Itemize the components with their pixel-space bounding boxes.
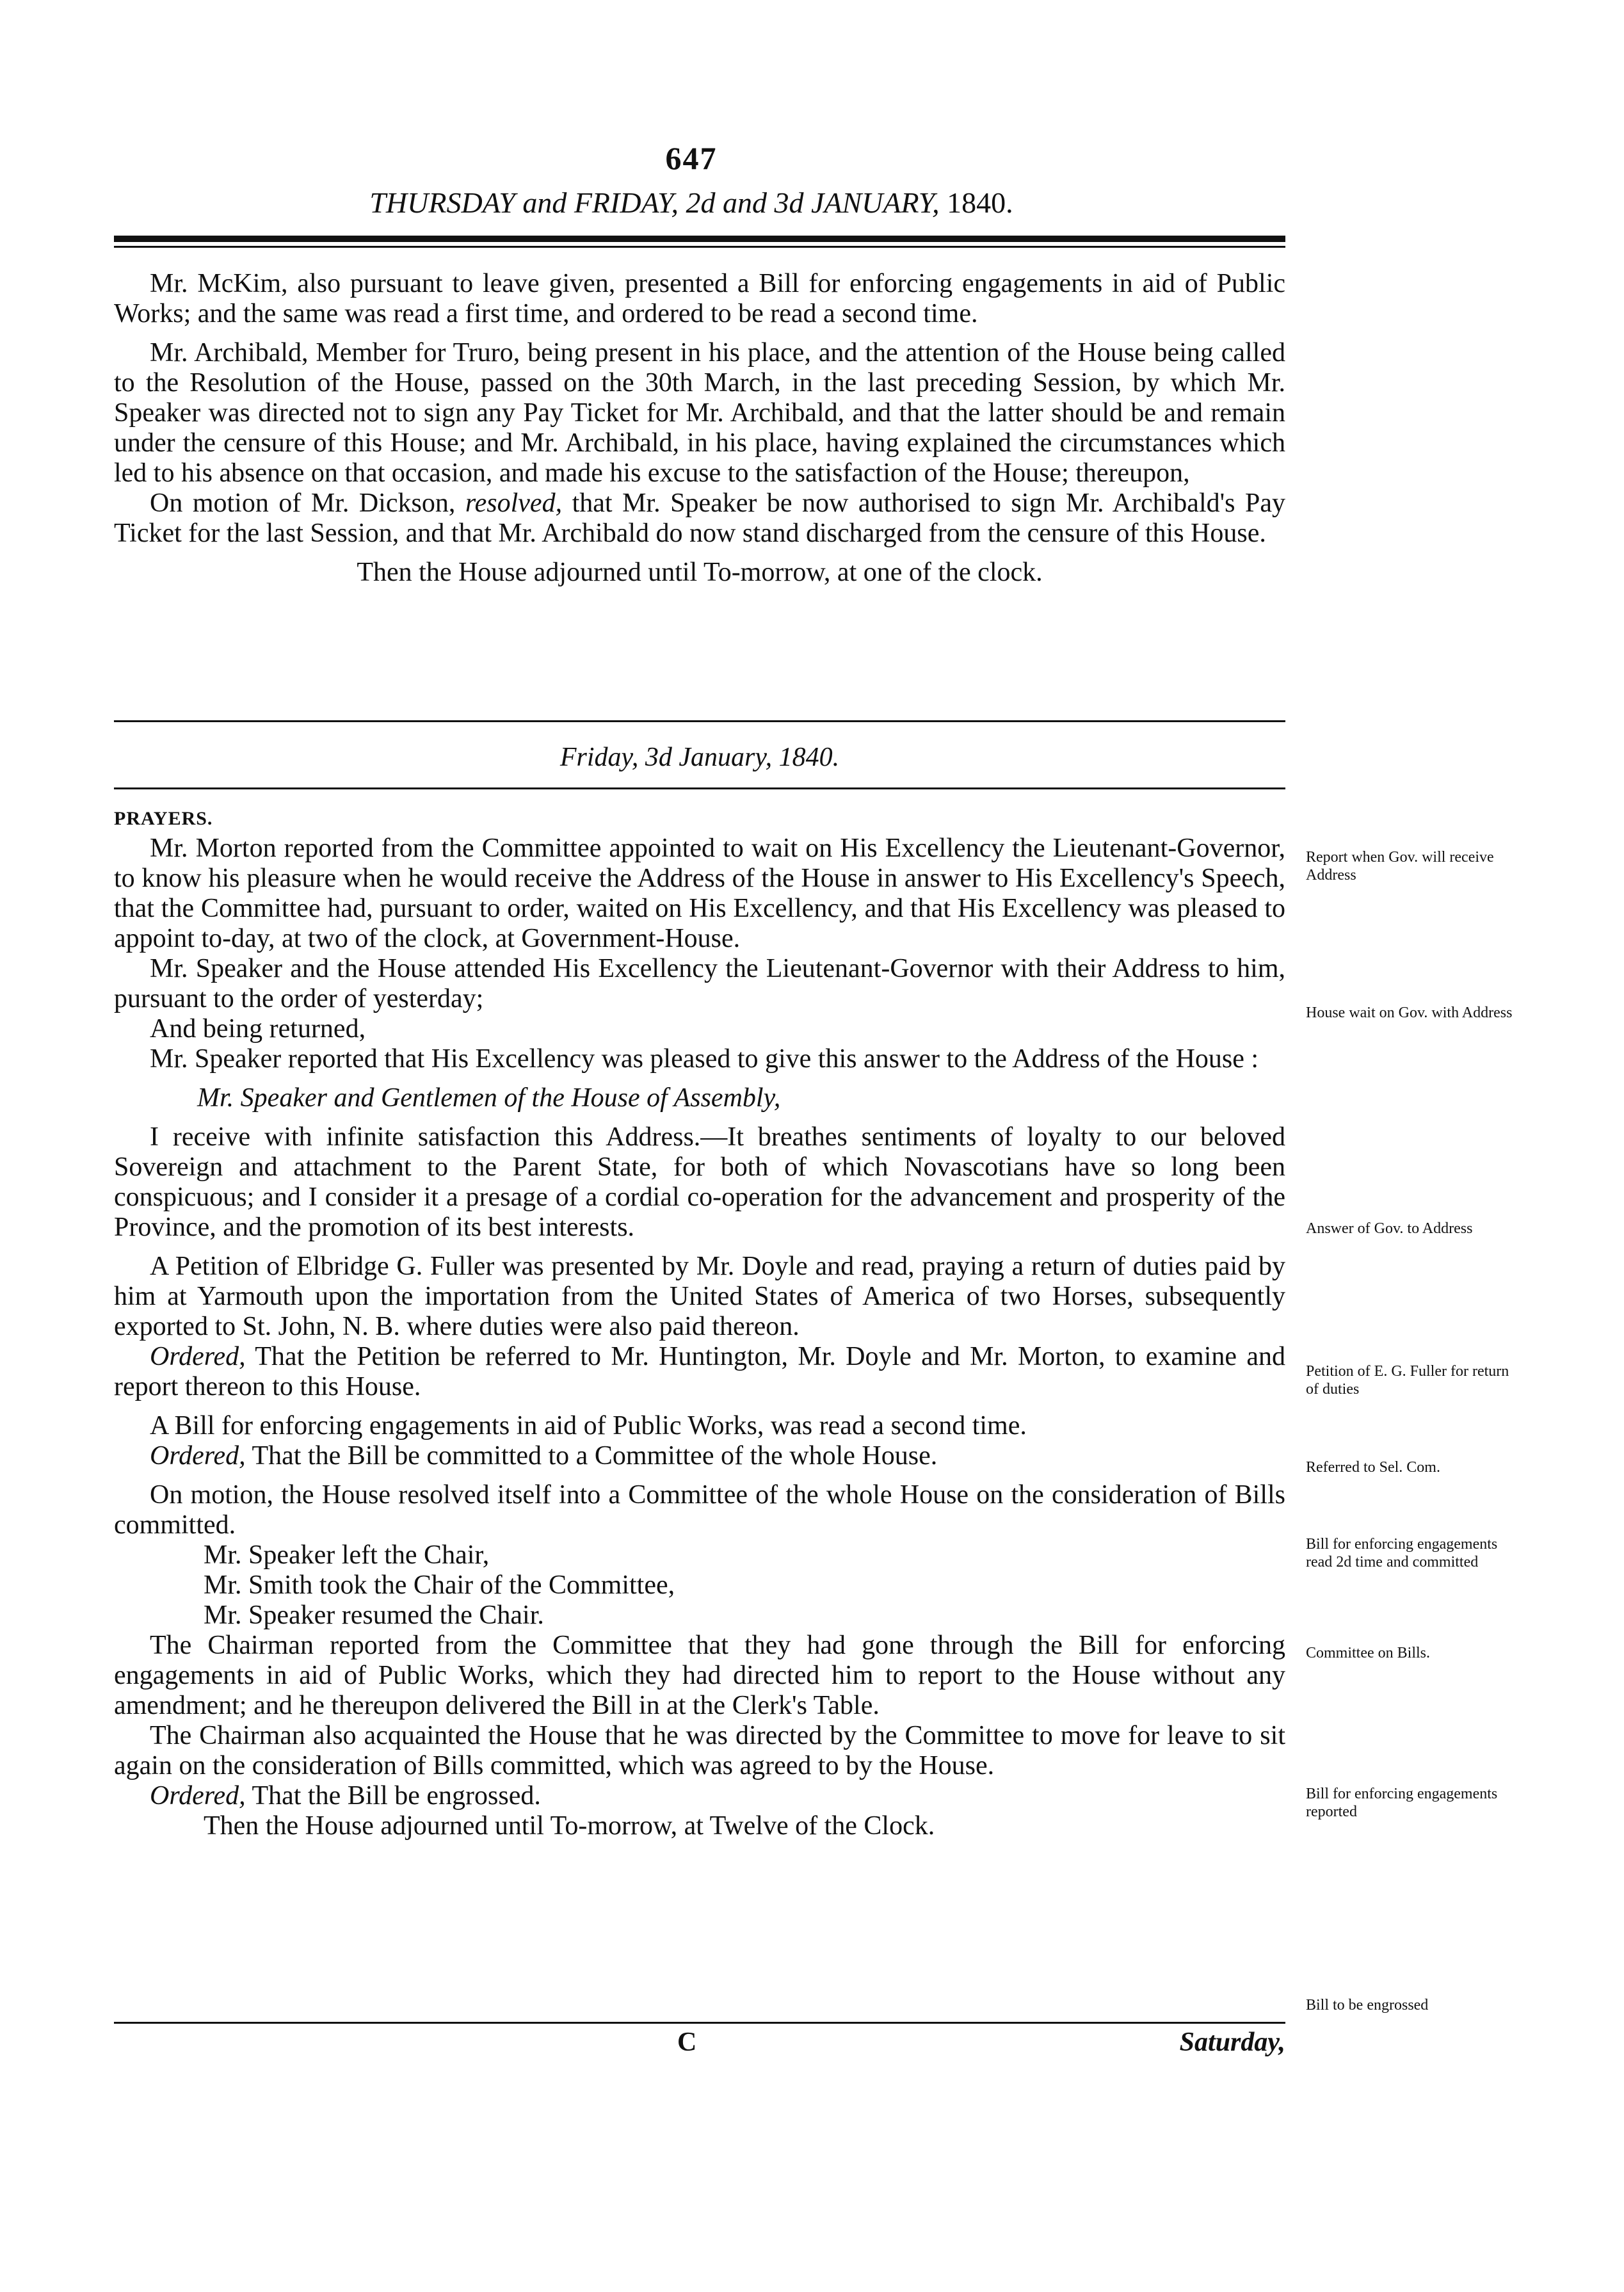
paragraph	[114, 1441, 1285, 1471]
governor-answer: I receive with infinite satisfaction this Address.—It breathes sentiments of loyalty to our beloved Sovereign and attachment to the Parent State, for both of which Novascotians have so long been conspicuous; and I consider it a presage of a cordial co-operation for the advancement and prosperity of the Province, and the promotion of its best interests.	[114, 1122, 1285, 1242]
paragraph: And being returned,	[150, 1014, 366, 1044]
page-number: 647	[665, 140, 718, 176]
paragraph	[114, 1781, 1285, 1811]
ordered-word: Ordered,	[150, 1781, 246, 1811]
catchword: Saturday,	[1179, 2028, 1285, 2057]
signature-mark: C	[677, 2028, 697, 2057]
footer-rule	[114, 2022, 1285, 2024]
petition-paragraph: A Petition of Elbridge G. Fuller was presented by Mr. Doyle and read, praying a return of duties paid by him at Yarmouth upon the importation from the United States of America of two Horses, subsequently exported to St. John, N. B. where duties were also paid thereon.	[114, 1252, 1285, 1341]
prayers-heading: PRAYERS.	[114, 808, 213, 829]
paragraph	[114, 1342, 1285, 1402]
paragraph: Mr. Archibald, Member for Truro, being present in his place, and the attention of the House being called to the Resolution of the House, passed on the 30th March, in the last preceding Session, by which Mr. Speaker was directed not to sign any Pay Ticket for Mr. Archibald, and that the latter should be and remain under the censure of this House; and Mr. Archibald, in his place, having explained the circumstances which led to his absence on that occasion, and made his excuse to the satisfaction of the House; thereupon,	[114, 338, 1285, 488]
paragraph: Mr. Speaker left the Chair,	[204, 1540, 490, 1570]
friday-date: Friday, 3d January, 1840.	[559, 743, 840, 772]
text: On motion of Mr. Dickson,	[150, 488, 456, 518]
paragraph: A Bill for enforcing engagements in aid of Public Works, was read a second time.	[150, 1411, 1027, 1441]
heading-title: THURSDAY and FRIDAY, 2d and 3d JANUARY,	[369, 186, 940, 219]
margin-note: Answer of Gov. to Address	[1306, 1220, 1473, 1237]
adjournment: Then the House adjourned until To-morrow, at one of the clock.	[357, 558, 1043, 587]
heading-thin-rule	[114, 246, 1285, 248]
adjournment: Then the House adjourned until To-morrow, at Twelve of the Clock.	[204, 1811, 935, 1841]
friday-section	[114, 743, 1285, 773]
ordered-word: Ordered,	[150, 1342, 246, 1371]
margin-note: Bill to be engrossed	[1306, 1997, 1429, 2014]
margin-note: Petition of E. G. Fuller for return of duties	[1306, 1363, 1509, 1398]
thursday-section	[114, 269, 1285, 588]
paragraph: The Chairman reported from the Committee that they had gone through the Bill for enforcing engagements in aid of Public Works, which they had directed him to report to the House without any amendment; and he thereupon delivered the Bill in at the Clerk's Table.	[114, 1631, 1285, 1720]
heading-year: 1840.	[947, 186, 1013, 219]
margin-note: Report when Gov. will receive Address	[1306, 849, 1494, 884]
section-rule	[114, 787, 1285, 789]
margin-note: Referred to Sel. Com.	[1306, 1459, 1440, 1476]
heading-thick-rule	[114, 236, 1285, 242]
text: That the Bill be committed to a Committee of the whole House.	[252, 1441, 938, 1471]
section-rule	[114, 720, 1285, 722]
text: that Mr. Speaker be now authorised to sign Mr. Archibald's Pay Ticket for the last Session, and that Mr. Archibald do now stand discharged from the censure of this House.	[114, 488, 1286, 548]
text: That the Petition be referred to Mr. Huntington, Mr. Doyle and Mr. Morton, to examine and report thereon to this House.	[114, 1342, 1285, 1401]
paragraph: Mr. McKim, also pursuant to leave given, presented a Bill for enforcing engagements in aid of Public Works; and the same was read a first time, and ordered to be read a second time.	[114, 269, 1285, 328]
margin-note: Bill for enforcing engagements reported	[1306, 1786, 1498, 1820]
margin-note: House wait on Gov. with Address	[1306, 1005, 1513, 1021]
paragraph: On motion, the House resolved itself into a Committee of the whole House on the consideration of Bills committed.	[114, 1480, 1285, 1540]
resolved-word: resolved,	[465, 488, 563, 518]
salutation: Mr. Speaker and Gentlemen of the House of Assembly,	[197, 1083, 781, 1113]
paragraph: Mr. Morton reported from the Committee appointed to wait on His Excellency the Lieutenant-Governor, to know his pleasure when he would receive the Address of the House in answer to His Excellency's Speech, that the Committee had, pursuant to order, waited on His Excellency, and that His Excellency was pleased to appoint to-day, at two of the clock, at Government-House.	[114, 834, 1285, 953]
friday-body	[114, 803, 1285, 1841]
paragraph	[114, 488, 1285, 549]
margin-note: Bill for enforcing engagements read 2d time and committed	[1306, 1536, 1498, 1570]
text: That the Bill be engrossed.	[252, 1781, 541, 1811]
paragraph: Mr. Speaker resumed the Chair.	[204, 1601, 544, 1630]
paragraph: Mr. Speaker and the House attended His Excellency the Lieutenant-Governor with their Address to him, pursuant to the order of yesterday;	[114, 954, 1285, 1013]
paragraph: Mr. Speaker reported that His Excellency was pleased to give this answer to the Address of the House :	[150, 1044, 1259, 1074]
paragraph: Mr. Smith took the Chair of the Committee,	[204, 1570, 675, 1600]
margin-note: Committee on Bills.	[1306, 1645, 1431, 1661]
page-heading	[0, 186, 1383, 220]
ordered-word: Ordered,	[150, 1441, 246, 1471]
paragraph: The Chairman also acquainted the House that he was directed by the Committee to move for leave to sit again on the consideration of Bills committed, which was agreed to by the House.	[114, 1721, 1285, 1780]
